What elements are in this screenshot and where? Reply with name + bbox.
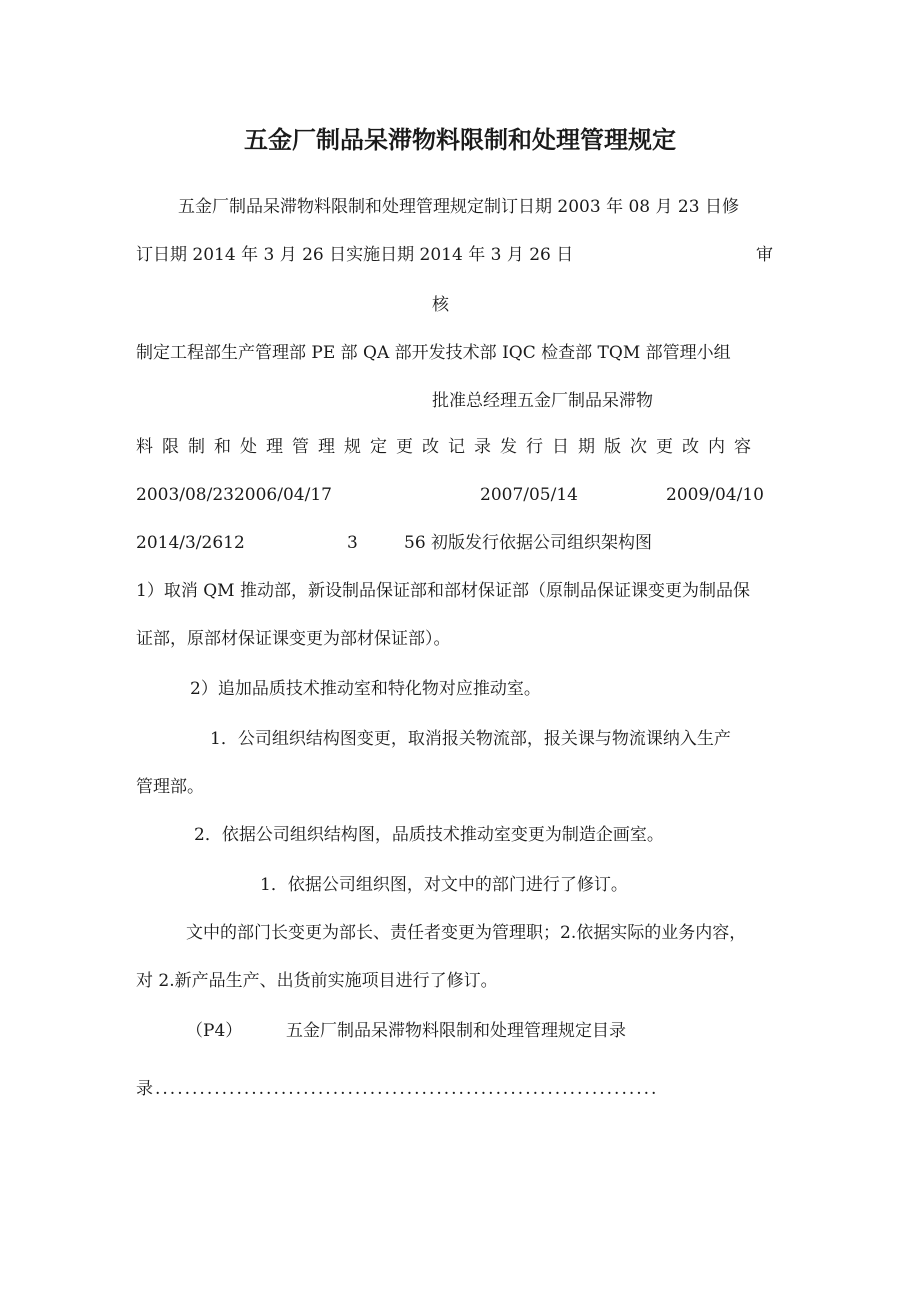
version-cell-3: 56 初版发行依据公司组织架构图 [404,533,653,553]
change-item-3b: 管理部。 [136,777,204,797]
date-cell-1: 2003/08/232006/04/17 [136,485,332,505]
change-item-2: 2）追加品质技术推动室和特化物对应推动室。 [190,679,541,699]
change-record-header: 料限制和处理管理规定更改记录发行日期版次更改内容 [136,437,760,457]
intro-line-1: 五金厂制品呆滞物料限制和处理管理规定制订日期 2003 年 08 月 23 日修 [178,197,739,217]
version-cell-2: 3 [347,533,358,553]
change-item-1b: 证部，原部材保证课变更为部材保证部）。 [136,629,451,649]
change-item-6b: 对 2.新产品生产、出货前实施项目进行了修订。 [136,971,498,991]
toc-leader-line: 录.................................................................... [136,1079,659,1099]
change-item-3a: 1．公司组织结构图变更，取消报关物流部，报关课与物流课纳入生产 [210,729,731,749]
change-item-5: 1．依据公司组织图，对文中的部门进行了修订。 [260,875,628,895]
version-cell-1: 2014/3/2612 [136,533,245,553]
approval-line: 批准总经理五金厂制品呆滞物 [432,391,653,411]
change-item-1a: 1）取消 QM 推动部，新设制品保证部和部材保证部（原制品保证课变更为制品保 [136,581,750,601]
date-cell-2: 2007/05/14 [480,485,578,505]
page-ref: （P4） [186,1021,243,1041]
intro-line-2: 订日期 2014 年 3 月 26 日实施日期 2014 年 3 月 26 日 [136,245,574,265]
change-item-6a: 文中的部门长变更为部长、责任者变更为管理职；2.依据实际的业务内容， [186,923,747,943]
review-label-bottom: 核 [432,295,449,315]
toc-title: 五金厂制品呆滞物料限制和处理管理规定目录 [286,1021,626,1041]
document-title: 五金厂制品呆滞物料限制和处理管理规定 [244,125,676,154]
date-cell-3: 2009/04/10 [666,485,764,505]
departments-line: 制定工程部生产管理部 PE 部 QA 部开发技术部 IQC 检查部 TQM 部管理小组 [136,343,731,363]
change-item-4: 2．依据公司组织结构图，品质技术推动室变更为制造企画室。 [194,825,664,845]
review-label-top: 审 [756,245,773,265]
